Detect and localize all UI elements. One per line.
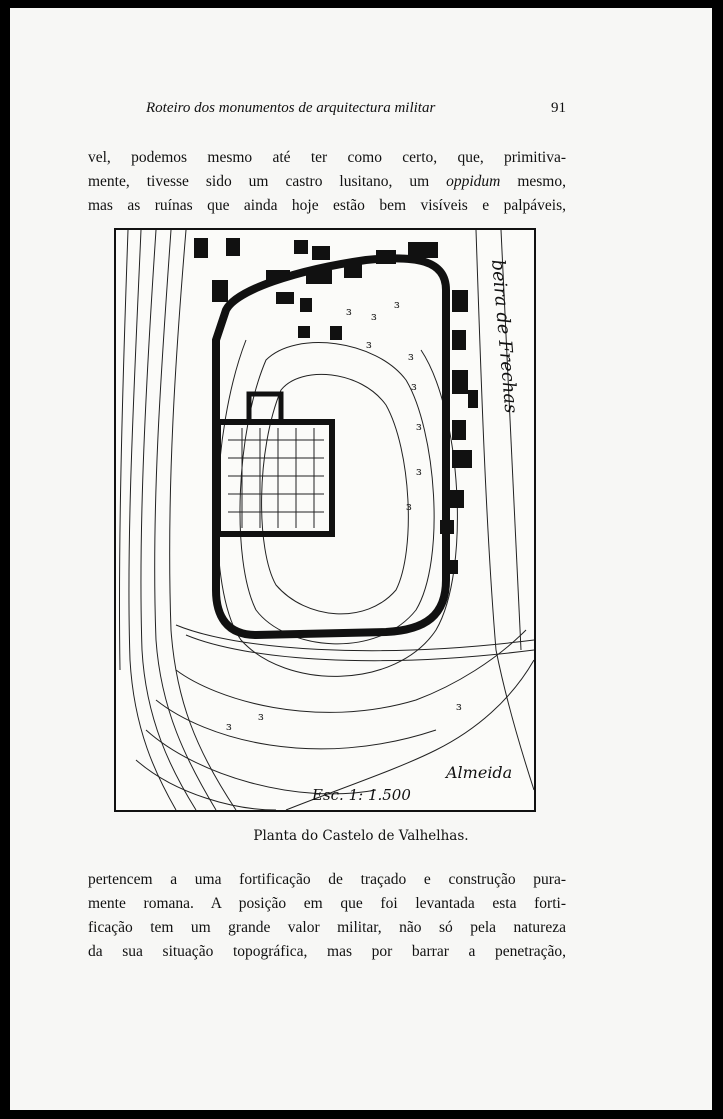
svg-text:ɜ: ɜ xyxy=(411,380,417,393)
text-line: da sua situação topográfica, mas por barrar a penetração, xyxy=(88,943,566,960)
svg-text:ɜ: ɜ xyxy=(394,298,400,311)
figure-caption: Planta do Castelo de Valhelhas. xyxy=(253,828,469,844)
page-number: 91 xyxy=(551,100,566,116)
text-span: mesmo, xyxy=(500,173,566,190)
svg-text:ɜ: ɜ xyxy=(346,305,352,318)
castle-plan-drawing xyxy=(116,230,534,810)
contour-lines xyxy=(119,230,534,810)
text-line xyxy=(88,170,566,194)
running-head xyxy=(146,100,566,117)
village-houses xyxy=(194,238,478,574)
italic-word: oppidum xyxy=(446,173,501,190)
text-line: mas as ruínas que ainda hoje estão bem visíveis e palpáveis, xyxy=(88,197,566,214)
castle-plan-figure xyxy=(114,228,536,812)
running-head-title: Roteiro dos monumentos de arquitectura militar xyxy=(146,100,436,116)
svg-text:ɜ: ɜ xyxy=(371,310,377,323)
keep-structure xyxy=(218,422,332,534)
text-line: pertencem a uma fortificação de traçado e construção pura- xyxy=(88,871,566,888)
svg-text:ɜ: ɜ xyxy=(258,710,264,723)
scale-label: Esc. 1: 1.500 xyxy=(312,786,411,804)
svg-text:ɜ: ɜ xyxy=(366,338,372,351)
road-label: beira de Frechas xyxy=(487,258,522,415)
svg-text:ɜ: ɜ xyxy=(416,420,422,433)
paragraph-bottom xyxy=(88,868,566,964)
svg-text:ɜ: ɜ xyxy=(406,500,412,513)
signature: Almeida xyxy=(446,763,513,782)
text-span: mente, tivesse sido um castro lusitano, um xyxy=(88,173,447,190)
svg-text:ɜ: ɜ xyxy=(456,700,462,713)
paragraph-top xyxy=(88,146,566,218)
svg-text:ɜ: ɜ xyxy=(226,720,232,733)
svg-text:ɜ: ɜ xyxy=(416,465,422,478)
text-line: vel, podemos mesmo até ter como certo, que, primitiva- xyxy=(88,149,566,166)
text-line: mente romana. A posição em que foi levantada esta forti- xyxy=(88,895,566,912)
keep-grid-crosses xyxy=(228,428,324,528)
text-line: ficação tem um grande valor militar, não só pela natureza xyxy=(88,919,566,936)
book-page xyxy=(10,8,712,1110)
svg-text:ɜ: ɜ xyxy=(408,350,414,363)
